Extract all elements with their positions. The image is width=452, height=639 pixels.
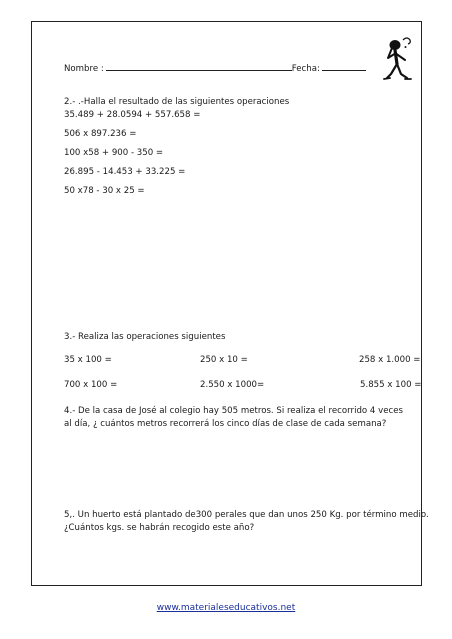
operation-item: 700 x 100 = — [64, 380, 118, 390]
operation-item: 35 x 100 = — [64, 355, 112, 365]
operation-item: 5.855 x 100 = — [360, 380, 422, 390]
name-blank[interactable] — [106, 61, 292, 71]
date-blank[interactable] — [322, 61, 366, 71]
section-3-title: 3.- Realiza las operaciones siguientes — [64, 332, 226, 342]
operation-item: 35.489 + 28.0594 + 557.658 = — [64, 110, 201, 120]
problem-4-line-1: 4.- De la casa de José al colegio hay 505 metros. Si realiza el recorrido 4 veces — [64, 406, 403, 416]
section-2-title: 2.- .-Halla el resultado de las siguientes operaciones — [64, 97, 290, 107]
date-label: Fecha: — [291, 64, 320, 74]
footer-website-link[interactable]: www.materialeseducativos.net — [156, 603, 296, 613]
operation-item: 506 x 897.236 = — [64, 129, 137, 139]
problem-4-line-2: al día, ¿ cuántos metros recorrerá los cinco días de clase de cada semana? — [64, 419, 387, 429]
operation-item: 2.550 x 1000= — [200, 380, 265, 390]
operation-item: 250 x 10 = — [200, 355, 248, 365]
name-label: Nombre : — [64, 64, 104, 74]
operation-item: 26.895 - 14.453 + 33.225 = — [64, 167, 186, 177]
problem-5-line-1: 5,. Un huerto está plantado de300 perales que dan unos 250 Kg. por término medio. — [64, 510, 429, 520]
header-line — [64, 61, 366, 74]
problem-5-line-2: ¿Cuántos kgs. se habrán recogido este año? — [64, 523, 255, 533]
operation-item: 258 x 1.000 = — [359, 355, 421, 365]
operation-item: 50 x78 - 30 x 25 = — [64, 186, 145, 196]
operation-item: 100 x58 + 900 - 350 = — [64, 148, 164, 158]
thinking-figure-icon — [383, 36, 413, 82]
